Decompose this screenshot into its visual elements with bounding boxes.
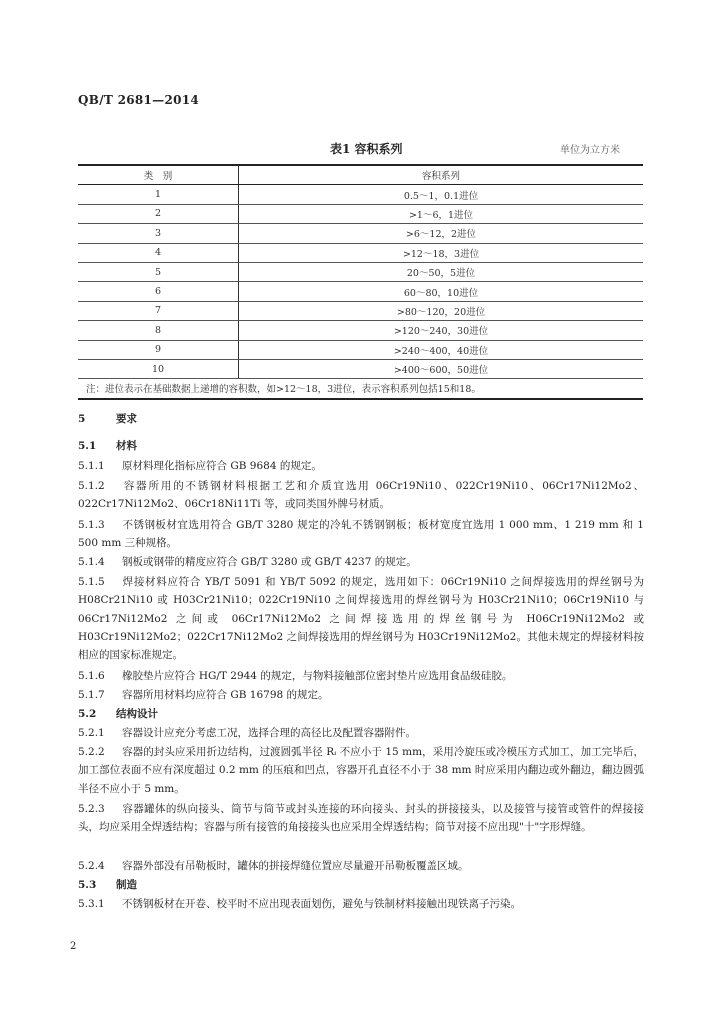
cell-series: >400～600，50进位 [239, 359, 644, 378]
cell-category: 3 [78, 224, 239, 243]
clause-5-1-7 [78, 686, 644, 704]
cell-series: >120～240，30进位 [239, 321, 644, 340]
col-header-category: 类 别 [78, 165, 239, 185]
clause-text: 不锈钢板材在开卷、校平时不应出现表面划伤，避免与铁制材料接触出现铁离子污染。 [122, 898, 521, 910]
clause-text: 容器所用材料均应符合 GB 16798 的规定。 [122, 689, 329, 701]
table-row [78, 301, 643, 320]
table-row [78, 185, 643, 204]
clause-5-1-6 [78, 667, 644, 685]
clause-5-1-1 [78, 457, 644, 475]
clause-number: 5.1.6 [78, 670, 105, 682]
clause-text: 焊接材料应符合 YB/T 5091 和 YB/T 5092 的规定，选用如下：06Cr19Ni10 之间焊接选用的焊丝钢号为 H08Cr21Ni10 或 H03Cr21Ni10；022Cr19Ni10 之间焊接选用的焊丝钢号为 H03Cr21Ni10；06Cr19Ni10 与 06Cr17Ni12Mo2 之间或 06Cr17Ni12Mo2 之间焊接选用的焊丝钢号为 H06Cr19Ni12Mo2 或 H03Cr19Ni12Mo2；022Cr17Ni12Mo2 之间焊接选用的焊丝钢号为 H03Cr19Ni12Mo2。其他未规定的焊接材料按相应的国家标准规定。 [78, 576, 644, 662]
table-header-row [78, 165, 643, 185]
capacity-table [78, 164, 643, 400]
table-row [78, 321, 643, 340]
table-row [78, 224, 643, 243]
section-number: 5.1 [78, 440, 97, 452]
clause-number: 5.1.7 [78, 689, 105, 701]
clause-5-1-3 [78, 516, 644, 553]
section-number: 5.3 [78, 879, 97, 891]
standard-code-header: QB/T 2681—2014 [78, 93, 200, 107]
table-row [78, 359, 643, 378]
table-unit: 单位为立方米 [560, 145, 620, 156]
clause-number: 5.2.2 [78, 746, 105, 758]
clause-5-2-3 [78, 800, 644, 837]
table-note: 注：进位表示在基础数据上递增的容积数，如>12～18，3进位，表示容积系列包括15和18。 [78, 379, 643, 399]
clause-number: 5.2.3 [78, 803, 105, 815]
table-row [78, 243, 643, 262]
clause-text: 容器设计应充分考虑工况，选择合理的高径比及配置容器附件。 [122, 727, 416, 739]
section-5-2-heading [78, 705, 158, 724]
clause-text: 容器罐体的纵向接头、筒节与筒节或封头连接的环向接头、封头的拼接接头，以及接管与接管或管件的焊接接头，均应采用全焊透结构；容器与所有接管的角接接头也应采用全焊透结构；筒节对接不应出现"十"字形焊缝。 [78, 803, 644, 834]
clause-5-1-2 [78, 477, 644, 514]
cell-category: 9 [78, 340, 239, 359]
section-title: 结构设计 [116, 708, 158, 720]
cell-series: >12～18，3进位 [239, 243, 644, 262]
clause-number: 5.3.1 [78, 898, 105, 910]
clause-5-1-4 [78, 553, 644, 571]
clause-5-2-1 [78, 724, 644, 742]
cell-series: 60～80，10进位 [239, 282, 644, 301]
clause-number: 5.1.4 [78, 556, 105, 568]
cell-category: 1 [78, 185, 239, 204]
section-5-1-heading [78, 437, 137, 456]
table-row [78, 340, 643, 359]
cell-category: 5 [78, 262, 239, 281]
clause-5-2-2 [78, 743, 644, 798]
table-row [78, 282, 643, 301]
clause-number: 5.2.4 [78, 860, 105, 872]
cell-series: >1～6，1进位 [239, 204, 644, 223]
cell-series: >80～120，20进位 [239, 301, 644, 320]
cell-category: 10 [78, 359, 239, 378]
section-5-3-heading [78, 876, 137, 895]
section-title: 制造 [116, 879, 137, 891]
cell-series: 0.5～1，0.1进位 [239, 185, 644, 204]
table-row [78, 204, 643, 223]
col-header-series: 容积系列 [239, 165, 644, 185]
clause-number: 5.1.5 [78, 576, 105, 588]
clause-text: 钢板或钢带的精度应符合 GB/T 3280 或 GB/T 4237 的规定。 [122, 556, 417, 568]
clause-5-3-1 [78, 895, 644, 913]
clause-text: 原材料理化指标应符合 GB 9684 的规定。 [122, 460, 322, 472]
cell-category: 4 [78, 243, 239, 262]
section-number: 5.2 [78, 708, 97, 720]
cell-category: 7 [78, 301, 239, 320]
cell-category: 2 [78, 204, 239, 223]
cell-series: >6～12，2进位 [239, 224, 644, 243]
cell-series: >240～400，40进位 [239, 340, 644, 359]
clause-text: 容器外部没有吊勒板时，罐体的拼接焊缝位置应尽量避开吊勒板覆盖区域。 [122, 860, 469, 872]
clause-text: 容器所用的不锈钢材料根据工艺和介质宜选用 06Cr19Ni10、022Cr19Ni10、06Cr17Ni12Mo2、022Cr17Ni12Mo2、06Cr18Ni11Ti 等，或同类国外牌号材质。 [78, 480, 644, 511]
table-note-row [78, 379, 643, 399]
cell-series: 20～50，5进位 [239, 262, 644, 281]
section-5-heading [78, 410, 137, 429]
cell-category: 8 [78, 321, 239, 340]
page-number: 2 [70, 941, 77, 952]
table-row [78, 262, 643, 281]
section-title: 材料 [116, 440, 137, 452]
clause-text: 不锈钢板材宜选用符合 GB/T 3280 规定的冷轧不锈钢钢板；板材宽度宜选用 1 000 mm、1 219 mm 和 1 500 mm 三种规格。 [78, 519, 644, 550]
clause-number: 5.1.1 [78, 460, 105, 472]
section-number: 5 [78, 413, 86, 425]
table-title: 表1 容积系列 [330, 142, 403, 156]
section-title: 要求 [116, 413, 137, 425]
clause-5-1-5 [78, 573, 644, 664]
clause-number: 5.1.2 [78, 480, 105, 492]
cell-category: 6 [78, 282, 239, 301]
clause-number: 5.2.1 [78, 727, 105, 739]
clause-text: 橡胶垫片应符合 HG/T 2944 的规定，与物料接触部位密封垫片应选用食品级硅胶。 [122, 670, 513, 682]
clause-5-2-4 [78, 857, 644, 875]
clause-text: 容器的封头应采用折边结构，过渡圆弧半径 Rᵢ 不应小于 15 mm，采用冷旋压或冷模压方式加工，加工完毕后，加工部位表面不应有深度超过 0.2 mm 的压痕和凹点，容器开孔直径不小于 38 mm 时应采用内翻边或外翻边，翻边圆弧半径不应小于 5 mm。 [78, 746, 644, 795]
clause-number: 5.1.3 [78, 519, 105, 531]
